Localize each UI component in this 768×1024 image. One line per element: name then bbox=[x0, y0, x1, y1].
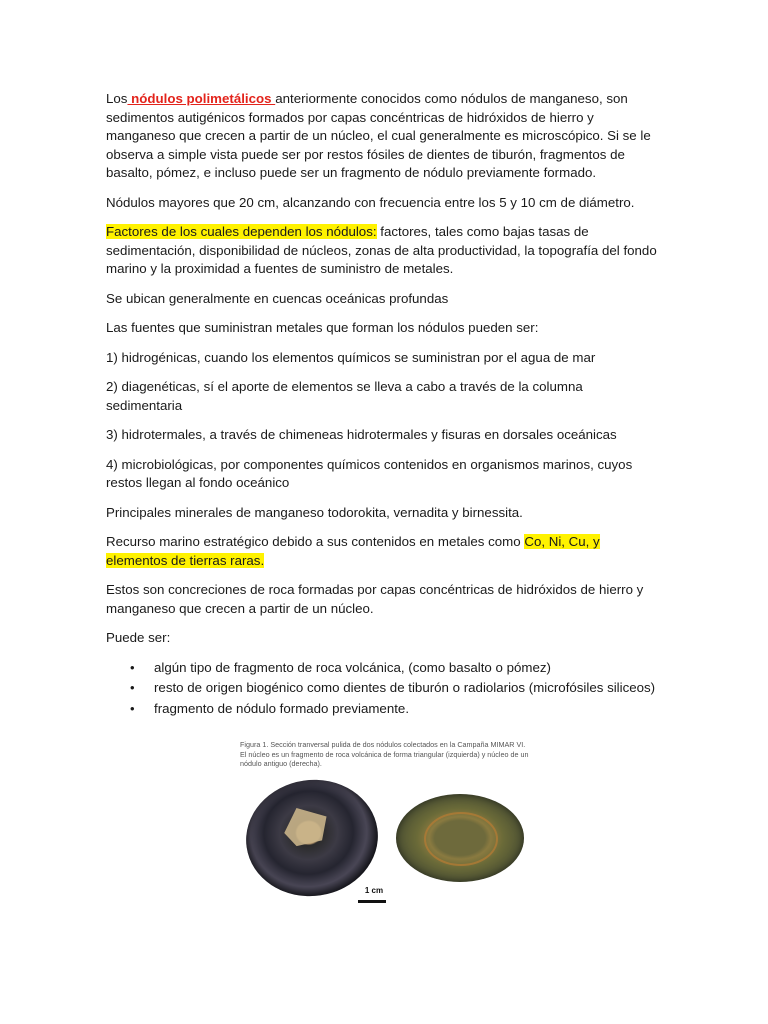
resource-metals-highlight: Co, Ni, Cu, y elementos de tierras raras. bbox=[106, 534, 600, 568]
scale-label: 1 cm bbox=[364, 886, 384, 895]
nodule-left-image bbox=[239, 771, 386, 904]
factors-text: factores, tales como bajas tasas de sedimentación, disponibilidad de núcleos, zonas de alta productividad, la topografía del fondo marino y la proximidad a fuentes de suministro de metales. bbox=[106, 224, 657, 276]
figure-nodules bbox=[228, 730, 540, 912]
list-item-text: algún tipo de fragmento de roca volcánica, (como basalto o pómez) bbox=[154, 659, 551, 675]
paragraph-concretions: Estos son concreciones de roca formadas por capas concéntricas de hidróxidos de hierro y manganeso que crecen a partir de un núcleo. bbox=[106, 582, 644, 616]
figure-caption: Figura 1. Sección tranversal pulida de dos nódulos colectados en la Campaña MIMAR VI. El núcleo es un fragmento de roca volcánica de forma triangular (izquierda) y núcleo de un nódulo antiguo (derecha). bbox=[240, 740, 529, 768]
paragraph-source-1: 1) hidrogénicas, cuando los elementos químicos se suministran por el agua de mar bbox=[106, 349, 596, 365]
paragraph-puede-ser: Puede ser: bbox=[106, 630, 171, 645]
paragraph-intro bbox=[106, 90, 658, 183]
paragraph-factors bbox=[106, 223, 658, 279]
intro-prefix: Los bbox=[106, 91, 128, 106]
paragraph-source-4: 4) microbiológicas, por componentes químicos contenidos en organismos marinos, cuyos restos llegan al fondo oceánico bbox=[106, 456, 633, 490]
nucleus-types-list bbox=[106, 659, 658, 719]
list-item-text: resto de origen biogénico como dientes de tiburón o radiolarios (microfósiles siliceos) bbox=[154, 680, 656, 695]
bullet-icon: • bbox=[130, 680, 135, 695]
bullet-icon: • bbox=[130, 659, 135, 675]
list-item bbox=[106, 679, 658, 698]
paragraph-resource bbox=[106, 533, 658, 570]
paragraph-source-2: 2) diagenéticas, sí el aporte de elementos se lleva a cabo a través de la columna sedimentaria bbox=[106, 379, 583, 413]
term-nodulos-polimetalicos: nódulos polimetálicos bbox=[127, 91, 276, 106]
intro-text: anteriormente conocidos como nódulos de manganeso, son sedimentos autigénicos formados por capas concéntricas de hidróxidos de hierro y manganeso que crecen a partir de un núcleo, el cual generalmente es microscópico. Si se le observa a simple vista puede ser por restos fósiles de dientes de tiburón, fragmentos de basalto, pómez, e incluso puede ser un fragmento de nódulo previamente formado. bbox=[106, 91, 651, 180]
resource-text: Recurso marino estratégico debido a sus contenidos en metales como bbox=[106, 534, 525, 549]
list-item bbox=[106, 659, 658, 678]
scale-bar bbox=[358, 900, 386, 903]
factors-heading-highlight: Factores de los cuales dependen los nódulos: bbox=[106, 224, 377, 239]
bullet-icon: • bbox=[130, 700, 135, 716]
paragraph-location: Se ubican generalmente en cuencas oceánicas profundas bbox=[106, 290, 449, 306]
nodule-core bbox=[276, 802, 333, 851]
document-body bbox=[106, 90, 658, 720]
list-item bbox=[106, 700, 658, 719]
paragraph-sources-intro: Las fuentes que suministran metales que forman los nódulos pueden ser: bbox=[106, 320, 539, 335]
list-item-text: fragmento de nódulo formado previamente. bbox=[154, 700, 410, 716]
paragraph-minerals: Principales minerales de manganeso todorokita, vernadita y birnessita. bbox=[106, 504, 523, 520]
nodule-right-image bbox=[396, 794, 524, 882]
nodule-ring bbox=[424, 812, 498, 866]
paragraph-size: Nódulos mayores que 20 cm, alcanzando con frecuencia entre los 5 y 10 cm de diámetro. bbox=[106, 194, 635, 210]
paragraph-source-3: 3) hidrotermales, a través de chimeneas hidrotermales y fisuras en dorsales oceánicas bbox=[106, 427, 617, 442]
